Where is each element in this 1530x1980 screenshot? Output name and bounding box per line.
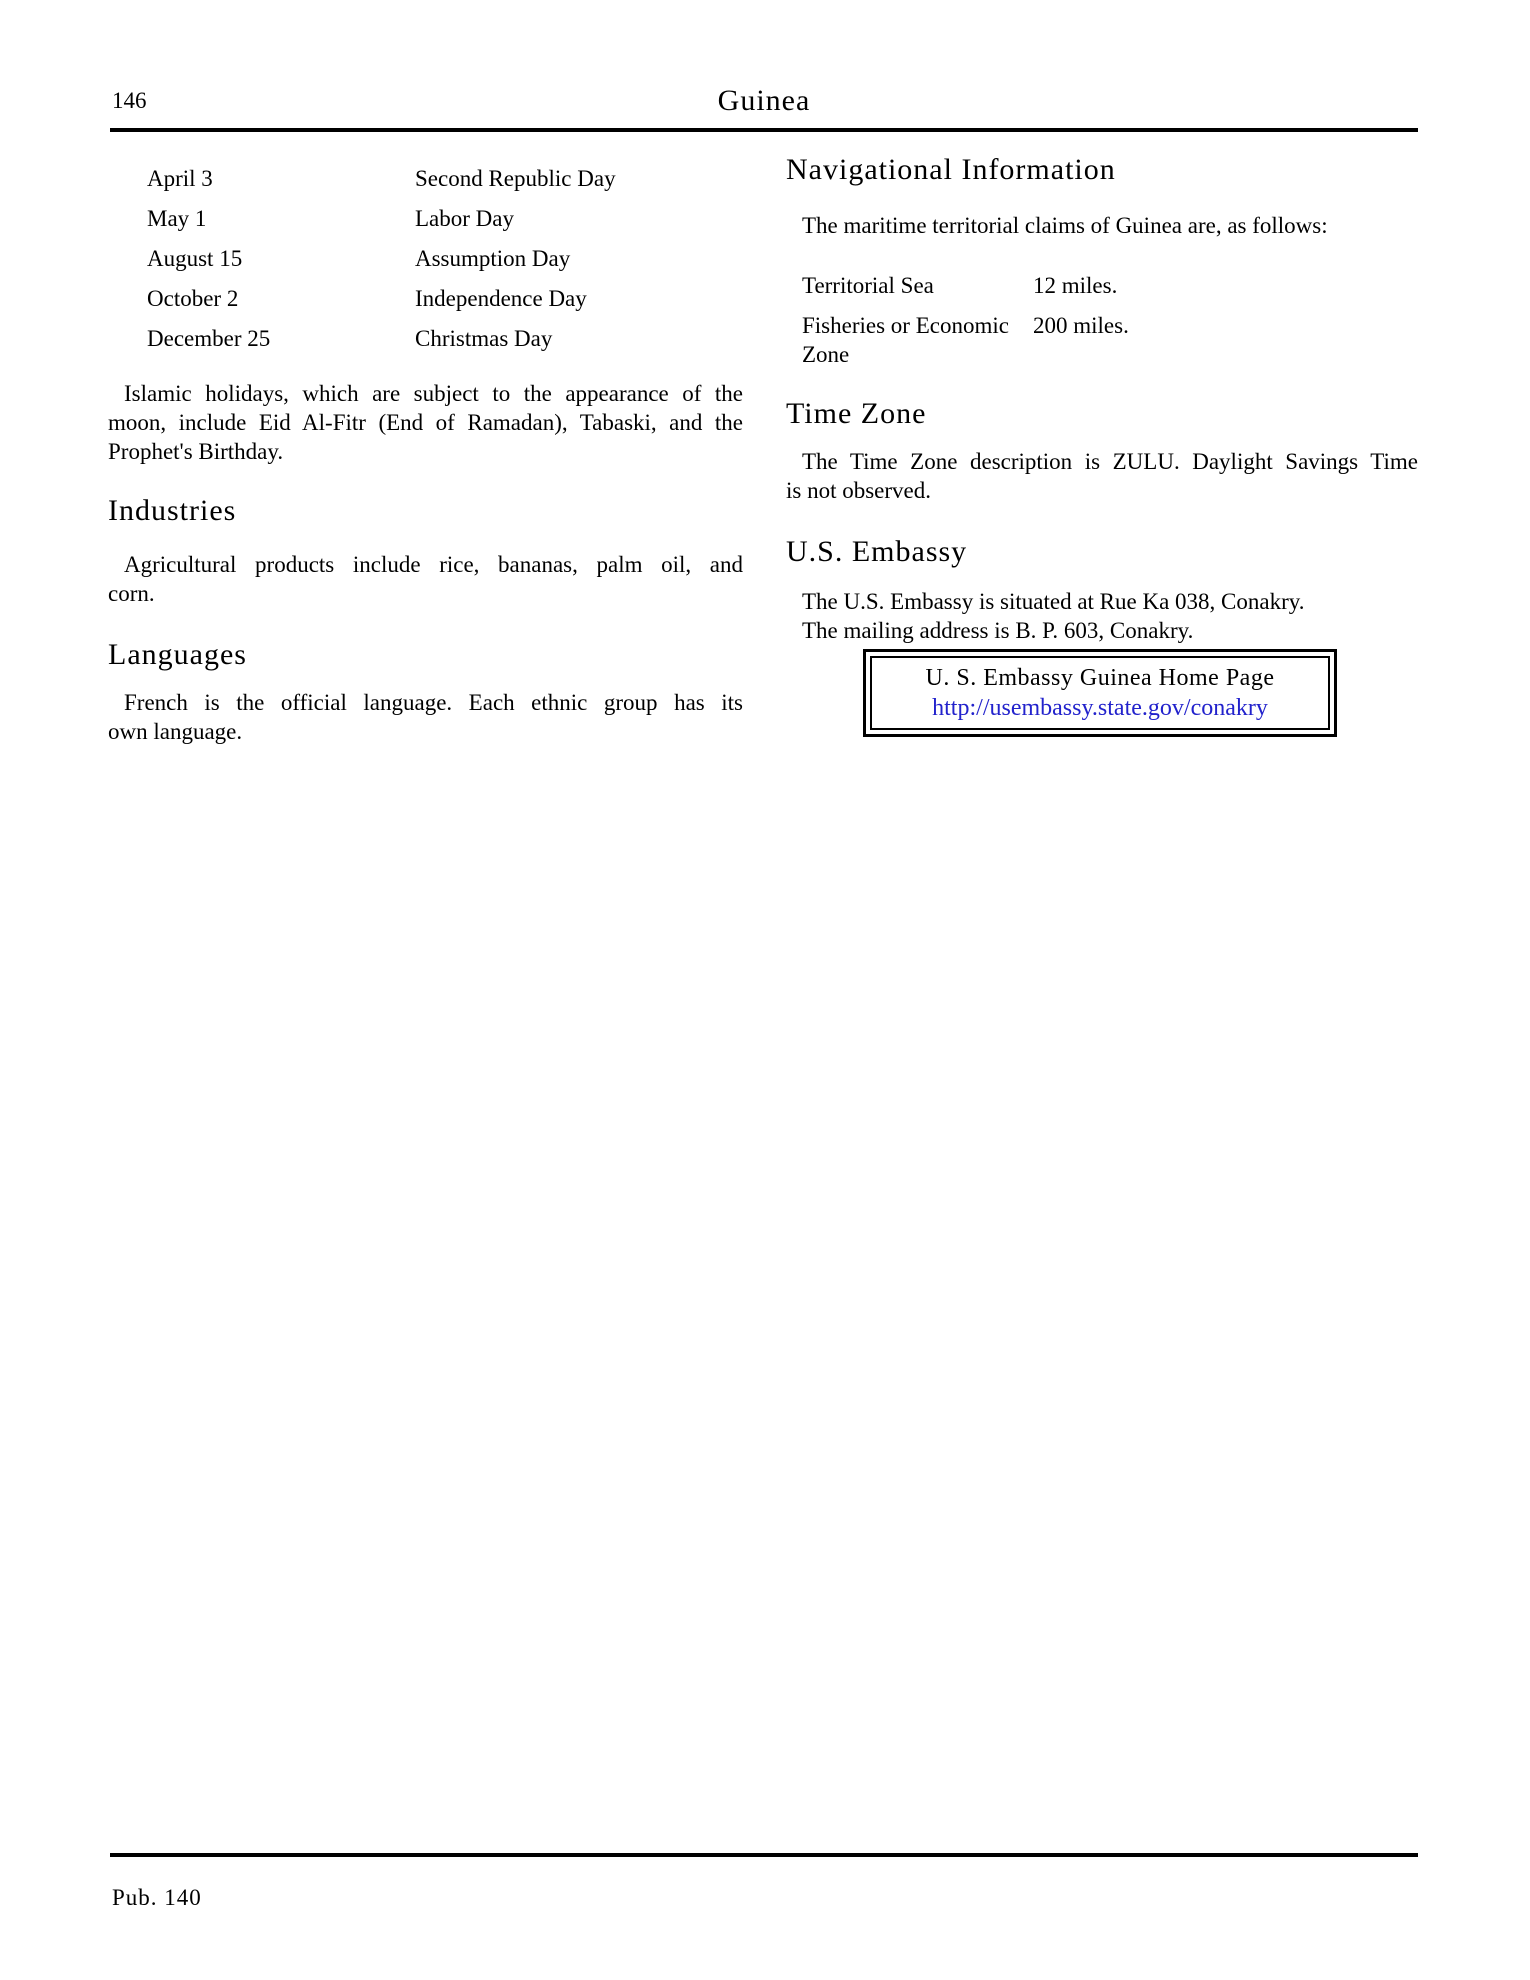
holiday-name: Independence Day (415, 286, 587, 311)
maritime-claims-intro (786, 211, 1418, 240)
claim-label: Territorial Sea (802, 273, 934, 298)
holiday-row (108, 199, 743, 239)
paragraph-line: Prophet's Birthday. (108, 439, 284, 464)
right-column (786, 145, 1418, 737)
holiday-name: Christmas Day (415, 326, 553, 351)
embassy-home-page-box (863, 649, 1337, 737)
paragraph-line: French is the official language. Each ethnic group has its (124, 690, 743, 715)
holiday-row (108, 279, 743, 319)
holiday-name: Labor Day (415, 206, 514, 231)
claim-value: 12 miles. (1033, 273, 1118, 298)
us-embassy-paragraph (786, 587, 1418, 645)
holiday-date: October 2 (147, 286, 239, 311)
paragraph-line: The Time Zone description is ZULU. Daylight Savings Time (802, 449, 1418, 474)
embassy-box-link-line (878, 693, 1322, 723)
section-heading-us-embassy: U.S. Embassy (786, 535, 968, 568)
holiday-date: April 3 (147, 166, 213, 191)
claim-label: Fisheries or Economic Zone (802, 313, 1009, 367)
paragraph-line: moon, include Eid Al-Fitr (End of Ramadan), Tabaski, and the (108, 410, 743, 435)
languages-paragraph (108, 688, 743, 746)
holiday-date: December 25 (147, 326, 271, 351)
holidays-table (108, 159, 743, 359)
header-rule (110, 128, 1418, 132)
embassy-box-title: U. S. Embassy Guinea Home Page (925, 665, 1275, 691)
holiday-name: Assumption Day (415, 246, 571, 271)
page-number: 146 (112, 88, 147, 113)
embassy-home-page-box-inner (870, 656, 1330, 730)
holiday-name: Second Republic Day (415, 166, 616, 191)
holiday-row (108, 319, 743, 359)
paragraph-line: corn. (108, 581, 155, 606)
embassy-home-page-link[interactable]: http://usembassy.state.gov/conakry (932, 695, 1268, 721)
holiday-row (108, 239, 743, 279)
islamic-holidays-note (108, 379, 743, 466)
holiday-date: August 15 (147, 246, 243, 271)
section-heading-languages: Languages (108, 638, 247, 671)
paragraph-line: The mailing address is B. P. 603, Conakry. (802, 618, 1194, 643)
section-heading-industries: Industries (108, 494, 237, 527)
claim-row (786, 266, 1418, 300)
publication-number: Pub. 140 (112, 1885, 202, 1910)
claim-value: 200 miles. (1033, 313, 1129, 338)
maritime-claims-table (786, 266, 1418, 369)
page-title: Guinea (717, 84, 811, 117)
paragraph-line: The maritime territorial claims of Guinea are, as follows: (802, 213, 1328, 238)
holiday-row (108, 159, 743, 199)
paragraph-line: Islamic holidays, which are subject to the appearance of the (124, 381, 743, 406)
section-heading-navigational-information: Navigational Information (786, 153, 1116, 186)
claim-row (786, 306, 1418, 369)
footer-rule (110, 1853, 1418, 1857)
holiday-date: May 1 (147, 206, 207, 231)
paragraph-line: is not observed. (786, 478, 932, 503)
paragraph-line: The U.S. Embassy is situated at Rue Ka 038, Conakry. (802, 589, 1305, 614)
left-column (108, 145, 743, 746)
section-heading-time-zone: Time Zone (786, 397, 927, 430)
paragraph-line: Agricultural products include rice, bananas, palm oil, and (124, 552, 743, 577)
paragraph-line: own language. (108, 719, 243, 744)
time-zone-paragraph (786, 447, 1418, 505)
industries-paragraph (108, 550, 743, 608)
